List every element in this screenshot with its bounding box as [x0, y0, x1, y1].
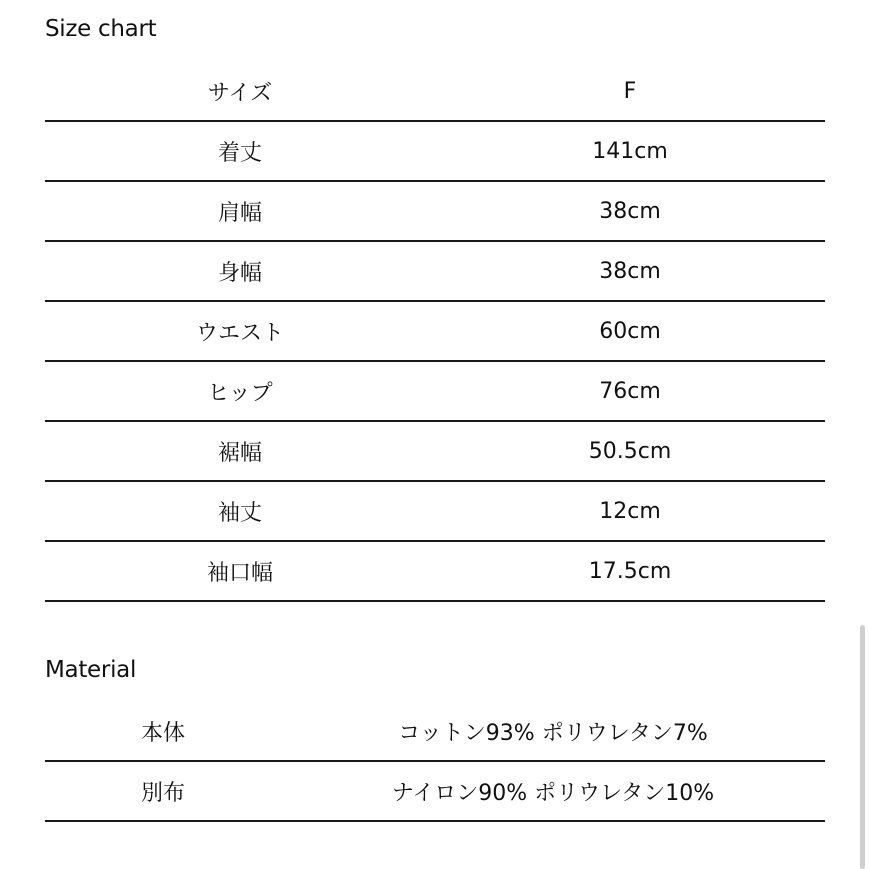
size-header-value: F: [435, 62, 825, 121]
measurement-value: 50.5cm: [435, 421, 825, 481]
material-composition: コットン93% ポリウレタン7%: [281, 702, 825, 761]
size-chart-title: Size chart: [45, 16, 157, 42]
measurement-value: 76cm: [435, 361, 825, 421]
measurement-label: 肩幅: [45, 181, 435, 241]
measurement-value: 141cm: [435, 121, 825, 181]
table-row: [45, 181, 825, 241]
material-title: Material: [45, 657, 137, 683]
table-row: [45, 301, 825, 361]
measurement-label: ウエスト: [45, 301, 435, 361]
size-chart-table: [45, 62, 825, 602]
measurement-value: 17.5cm: [435, 541, 825, 601]
measurement-label: 袖丈: [45, 481, 435, 541]
material-part-label: 本体: [45, 702, 281, 761]
table-row: [45, 121, 825, 181]
size-chart-header-row: [45, 62, 825, 121]
size-header-label: サイズ: [45, 62, 435, 121]
table-row: [45, 541, 825, 601]
measurement-value: 60cm: [435, 301, 825, 361]
table-row: [45, 761, 825, 821]
measurement-value: 12cm: [435, 481, 825, 541]
measurement-label: ヒップ: [45, 361, 435, 421]
table-row: [45, 421, 825, 481]
material-part-label: 別布: [45, 761, 281, 821]
table-row: [45, 702, 825, 761]
table-row: [45, 361, 825, 421]
measurement-label: 裾幅: [45, 421, 435, 481]
measurement-value: 38cm: [435, 241, 825, 301]
material-composition: ナイロン90% ポリウレタン10%: [281, 761, 825, 821]
material-table: [45, 702, 825, 822]
measurement-label: 身幅: [45, 241, 435, 301]
measurement-label: 着丈: [45, 121, 435, 181]
measurement-value: 38cm: [435, 181, 825, 241]
scrollbar[interactable]: [860, 625, 865, 869]
table-row: [45, 241, 825, 301]
measurement-label: 袖口幅: [45, 541, 435, 601]
table-row: [45, 481, 825, 541]
